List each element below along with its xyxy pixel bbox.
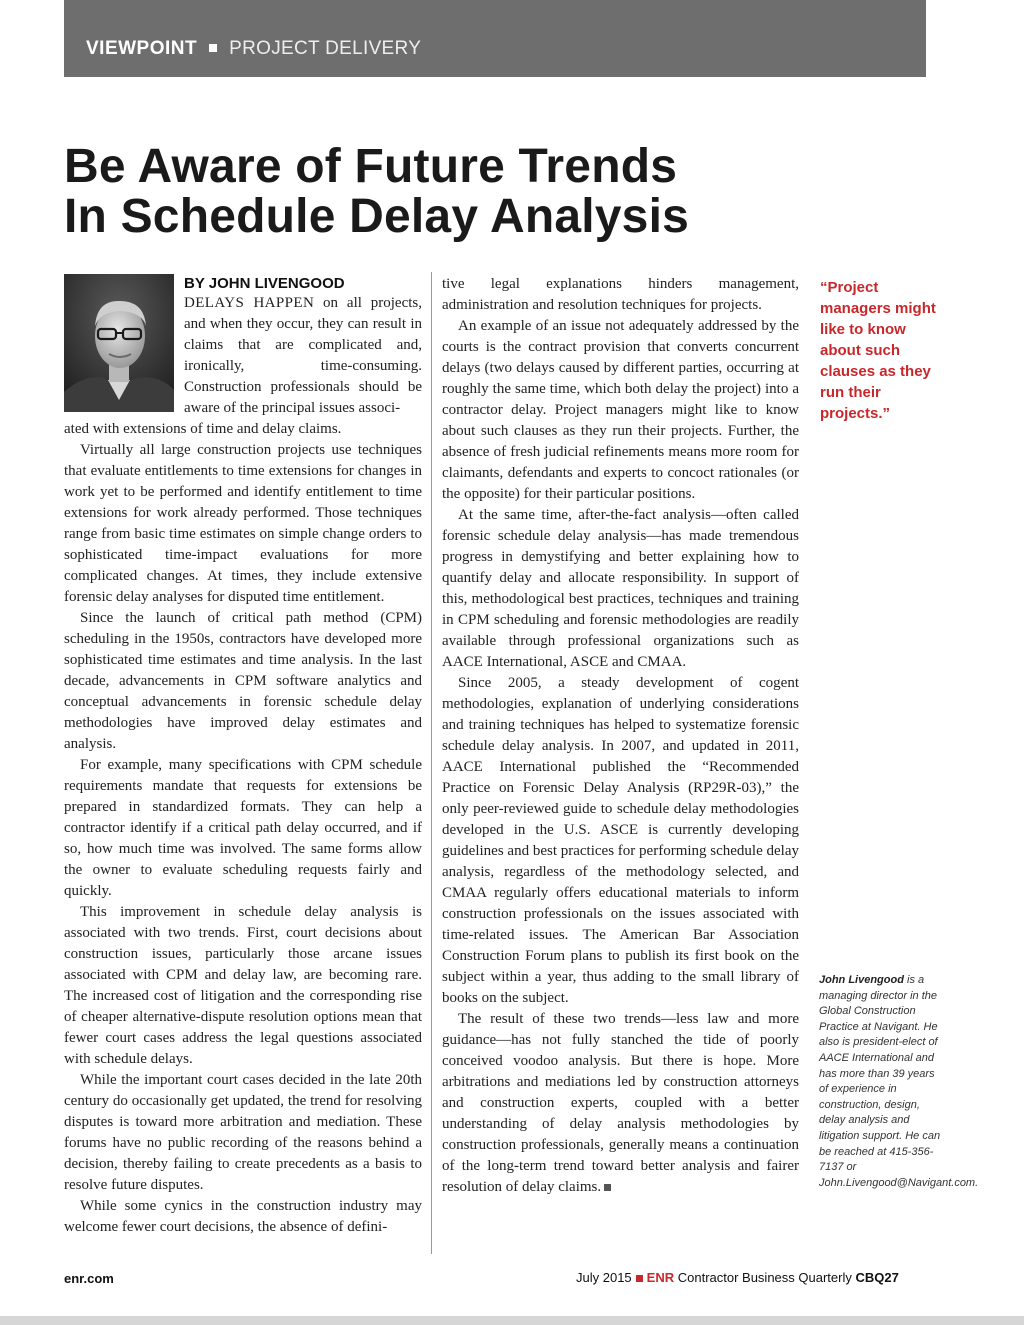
section-name: VIEWPOINT (86, 38, 198, 59)
bio-text: is a managing director in the Global Construction Practice at Navigant. He also is president-elect of AACE International and has more than 39 years of experience in construction, design, delay analysis and litigation support. He can be reached at 415-356-7137 or John.Livengood@Navigant.com. (819, 974, 979, 1189)
footer-folio (576, 1270, 899, 1285)
column-divider (431, 272, 432, 1254)
article-paragraph: An example of an issue not adequately addressed by the courts is the contract provision that converts concurrent delays (two delays caused by different parties, occurring at roughly the same time, which both delay the project) into a contractor delay. Project managers might like to know about such clauses as they run their projects. Further, the absence of fresh judicial refinements means more room for claimants, defendants and experts to concoct rationales (or the opposite) for their particular positions. (442, 318, 799, 502)
byline: BY JOHN LIVENGOOD (184, 275, 345, 292)
headline-line-2: In Schedule Delay Analysis (64, 190, 690, 243)
article-column-2 (442, 274, 799, 1198)
bullet-square-icon (209, 44, 217, 52)
article-paragraph: While some cynics in the construction industry may welcome fewer court decisions, the absence of defini- (64, 1198, 422, 1235)
footer-publication: Contractor Business Quarterly (677, 1270, 852, 1285)
lead-text: on all projects, and when they occur, they can result in claims that are complicated and, ironically, time-consuming. Construction professionals should be aware of the principal issues associ- (184, 295, 422, 416)
footer-site: enr.com (64, 1271, 114, 1286)
article-column-1 (64, 274, 422, 1238)
lead-continuation: ated with extensions of time and delay claims. (64, 421, 342, 437)
lead-paragraph (184, 293, 422, 419)
footer-page-number: CBQ27 (855, 1270, 899, 1285)
article-paragraph: While the important court cases decided in the late 20th century do occasionally get updated, the trend for resolving disputes is toward more arbitration and mediation. These forums have no public recording of the reasons behind a decision, thereby failing to create precedents as a basis to resolve future disputes. (64, 1072, 422, 1193)
article-paragraph: Since 2005, a steady development of cogent methodologies, explanation of underlying considerations and training techniques has helped to systematize forensic schedule delay analysis. In 2007, and updated in 2011, AACE International published the “Recommended Practice on Forensic Delay Analysis (RP29R-03),” the only peer-reviewed guide to schedule delay methodologies developed in the U.S. ASCE is currently developing guidelines and best practices for performing schedule delay analysis, regardless of the methodology selected, and CMAA regularly offers educational materials to inform construction professionals on the issues associated with time-related issues. The American Bar Association Construction Forum plans to publish its first book on the subject within a year, thus adding to the small library of books on the subject. (442, 675, 799, 1006)
article-paragraph-continued: tive legal explanations hinders management, administration and resolution techniques for projects. (442, 276, 799, 313)
section-label (86, 38, 421, 60)
headline (64, 142, 924, 242)
article-paragraph: Virtually all large construction projects use techniques that evaluate entitlements to time extensions for changes in work yet to be performed and identify entitlement to time extensions for work already performed. Those techniques range from basic time estimates on simple change orders to sophisticated time-impact evaluations for more complicated changes. At times, they include extensive forensic delay analyses for disputed time entitlement. (64, 442, 422, 605)
footer-date: July 2015 (576, 1270, 632, 1285)
final-paragraph-text: The result of these two trends—less law and more guidance—has not fully stanched the tide of poorly conceived voodoo analysis. But there is hope. More arbitrations and mediations led by construction attorneys and construction experts, coupled with a better understanding of delay analysis methodologies by construction professionals, generally means a continuation of the long-term trend toward better analysis and fairer resolution of delay claims. (442, 1011, 799, 1195)
bottom-edge-bar (0, 1316, 1024, 1325)
lead-smallcaps: DELAYS HAPPEN (184, 295, 315, 311)
red-square-icon (636, 1275, 643, 1282)
pull-quote: “Project managers might like to know about such clauses as they run their projects.” (820, 279, 936, 422)
article-final-paragraph (442, 1009, 799, 1198)
article-paragraph: At the same time, after-the-fact analysis—often called forensic schedule delay analysis—has made tremendous progress in demystifying and better explaining how to quantify delay and allocate responsibility. In support of this, methodological best practices, techniques and training in CPM scheduling and forensic methodologies are readily available through professional organizations such as AACE International, ASCE and CMAA. (442, 507, 799, 670)
bio-name: John Livengood (819, 974, 904, 986)
headline-line-1: Be Aware of Future Trends (64, 140, 678, 193)
article-paragraph: Since the launch of critical path method (CPM) scheduling in the 1950s, contractors have developed more sophisticated time estimates and time analysis. In the last decade, advancements in CPM software analytics and conceptual advancements in forensic schedule delay methodologies have improved delay estimates and analysis. (64, 610, 422, 752)
subsection-name: PROJECT DELIVERY (229, 38, 422, 59)
section-banner (64, 0, 926, 77)
article-paragraph: This improvement in schedule delay analysis is associated with two trends. First, court decisions about construction issues, particularly those arcane issues associated with CPM and delay law, are becoming rare. The increased cost of litigation and the corresponding rise of cheaper alternative-dispute resolution options mean that fewer court cases address the legal questions associated with schedule delays. (64, 904, 422, 1067)
footer-magazine: ENR (646, 1270, 675, 1285)
end-mark-icon (604, 1184, 611, 1191)
author-bio (819, 973, 979, 1191)
article-paragraph: For example, many specifications with CPM schedule requirements mandate that requests for extensions be prepared in standardized formats. They can help a contractor identify if a critical path delay occurred, and if so, how much time was involved. The same forms allow the owner to evaluate scheduling requests fairly and quickly. (64, 757, 422, 899)
